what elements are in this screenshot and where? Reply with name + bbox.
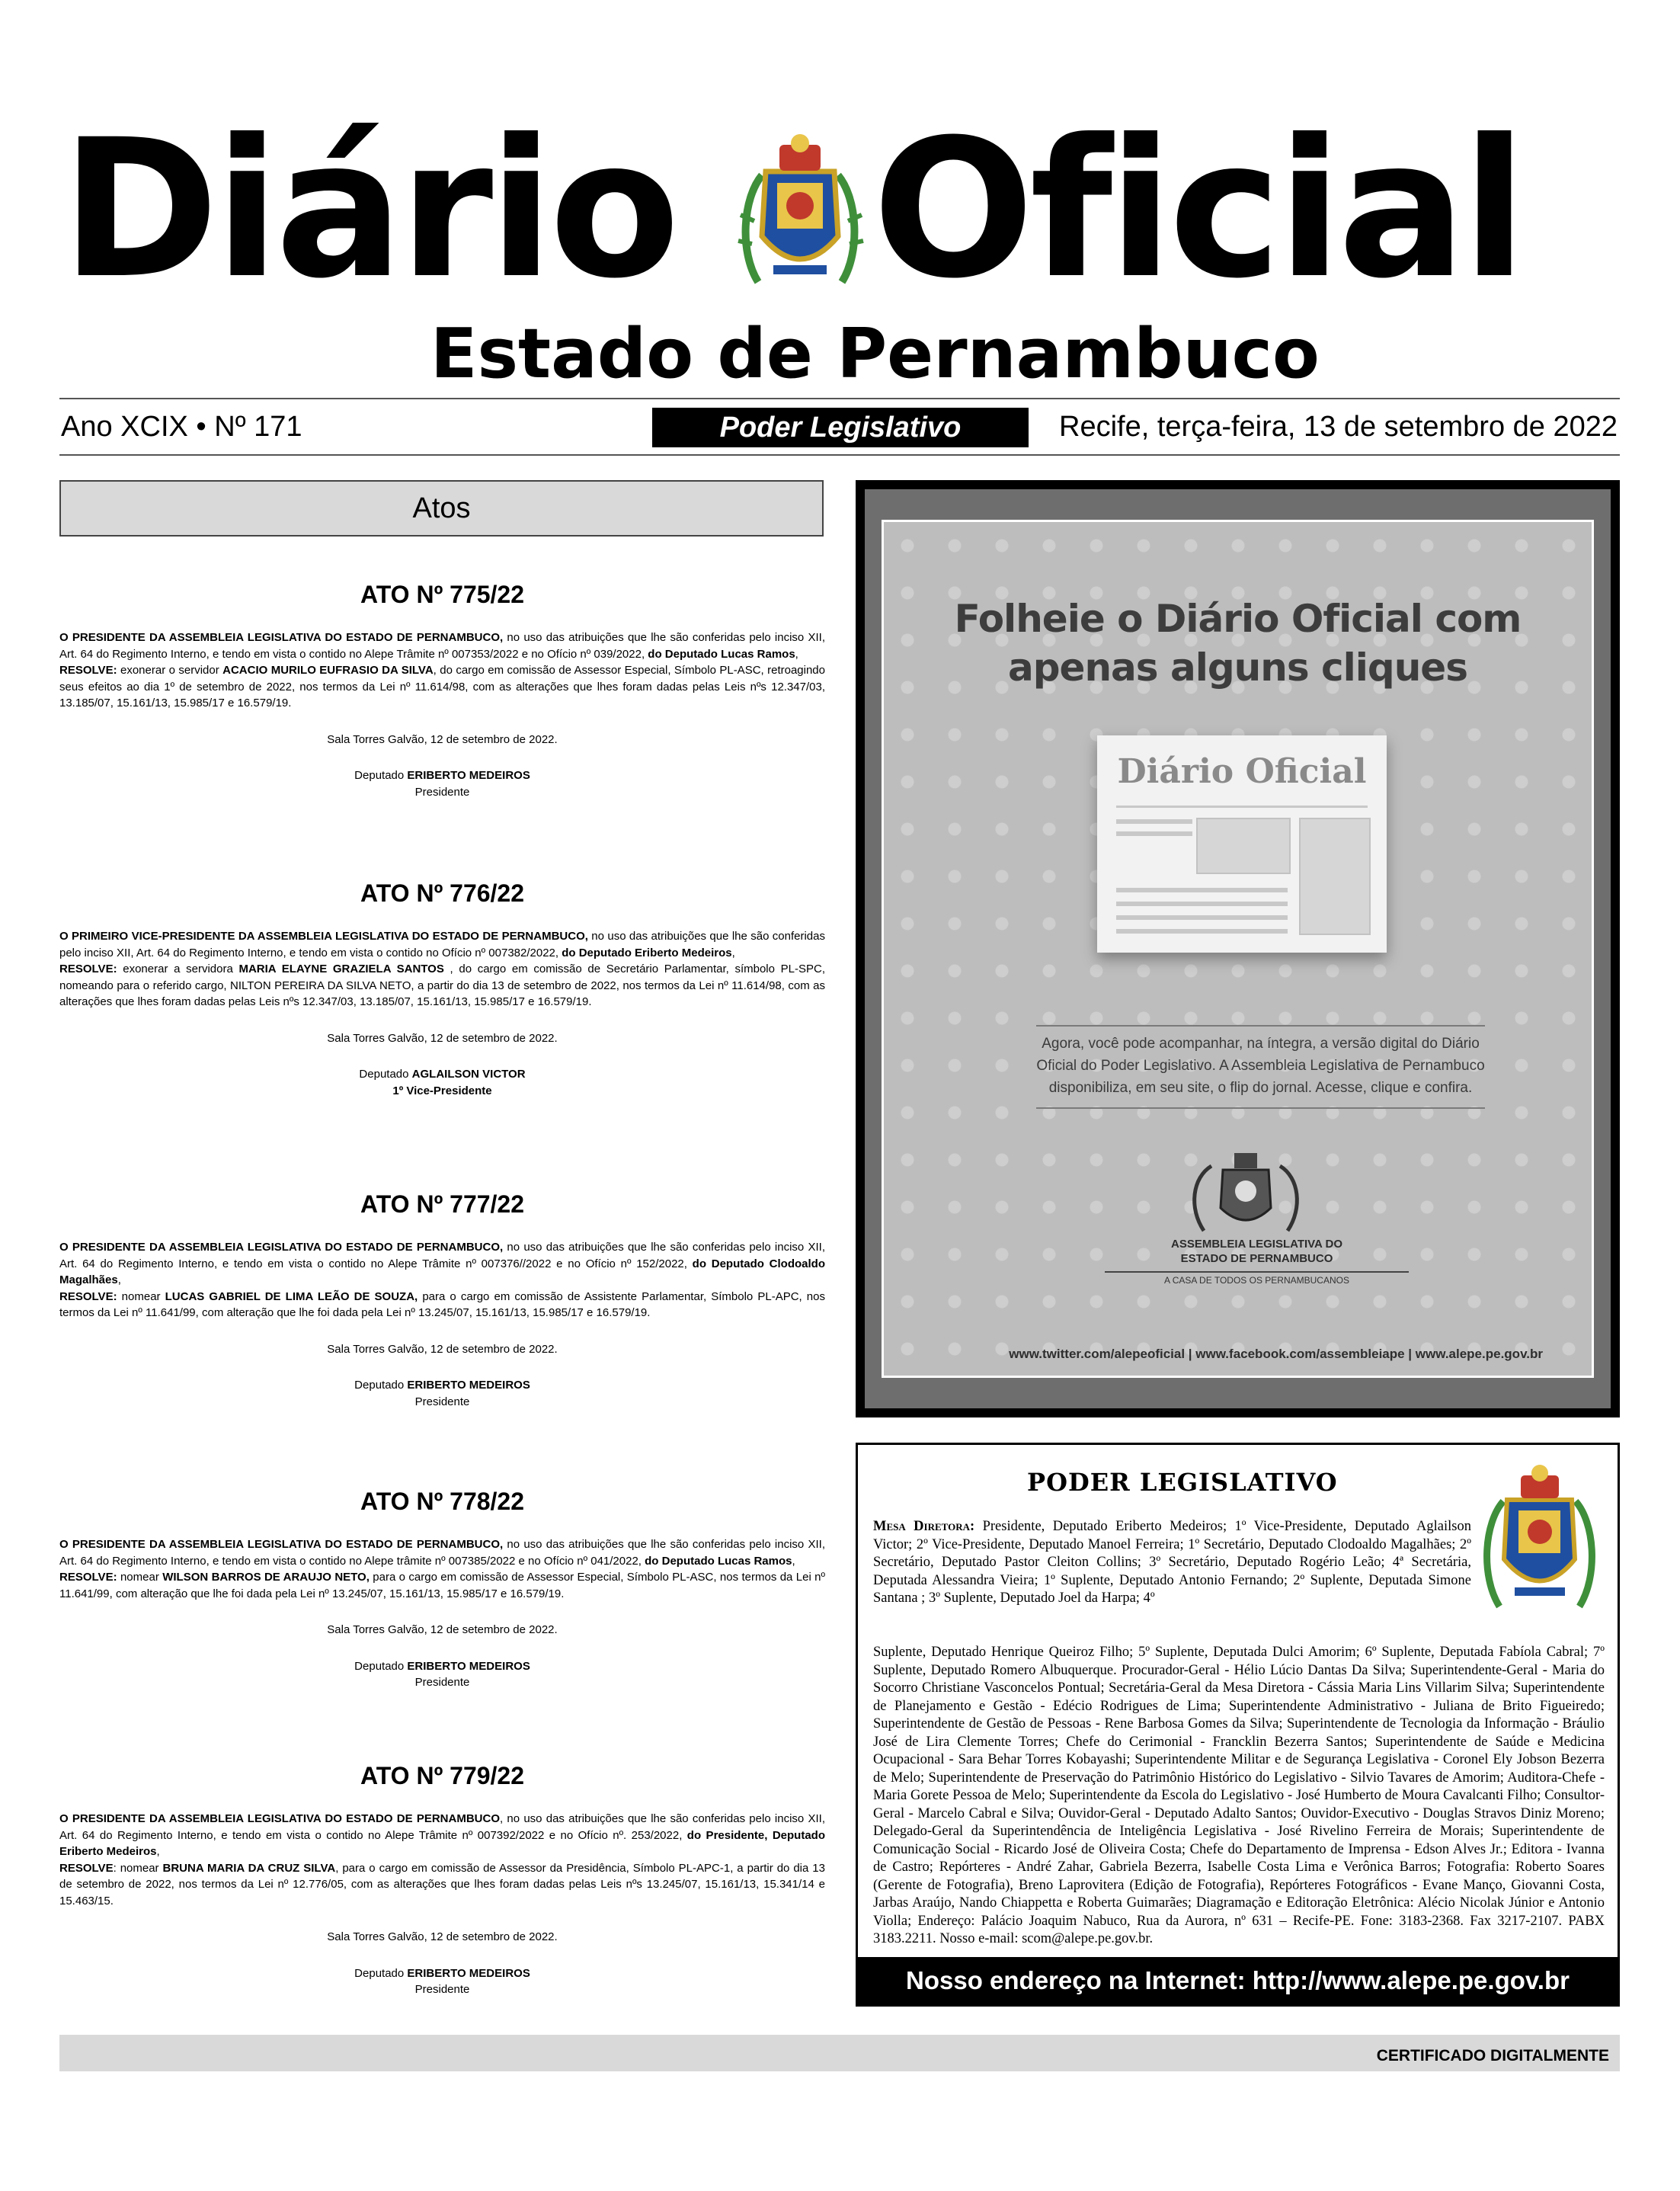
ato-origin: do Deputado Clodoaldo Magalhães bbox=[59, 1257, 825, 1286]
signer-role: Presidente bbox=[414, 1983, 470, 1996]
signer-name: ERIBERTO MEDEIROS bbox=[407, 1966, 530, 1980]
ato-intro: , no uso das atribuições que lhe são conferidas pelo inciso XII, Art. 64 do Regimento Interno, e tendo em vista o contido no Alepe Trâmite nº 007392/2022 e no Ofício nº. 253/2022, bbox=[59, 1812, 825, 1842]
ato-origin: do Deputado Eriberto Medeiros bbox=[558, 946, 732, 959]
mesa-diretora-members: Presidente, Deputado Eriberto Medeiros; 1º Vice-Presidente, Deputado Aglailson Victor; 2º Vice-Presidente, Deputado Manoel Ferreira; 1º Secretário, Deputado Clodoaldo Magalhães; 2º Secretário, Deputado Pastor Cleiton Collins; 3º Secretário, Deputado Rogério Leão; 4ª Secretária, Deputada Alessandra Vieira; 1º Suplente, Deputado Antonio Fernando; 2º Suplente, Deputada Simone Santana ; 3º Suplente, Deputado Joel da Harpa; 4º bbox=[873, 1519, 1472, 1606]
ato-resolve-pre: exonerar o servidor bbox=[117, 664, 223, 677]
ato-resolve-post: , para o cargo em comissão de Assessor da Presidência, Símbolo PL-APC-1, a partir do dia 13 de setembro de 2022, nos termos da Lei nº 12.776/05, com as alterações que lhes foram dadas pelas Leis nºs 13.245/07, 15.161/13, 15.341/14 e 15.463/15. bbox=[59, 1861, 825, 1908]
masthead-rule-bottom bbox=[59, 454, 1620, 456]
ato-origin: do Presidente, Deputado Eriberto Medeiros bbox=[59, 1828, 826, 1858]
signer-role: Presidente bbox=[414, 1676, 470, 1689]
newspaper-photo bbox=[1299, 818, 1371, 935]
ato-resolve-post: para o cargo em comissão de Assessor Especial, Símbolo PL-ASC, nos termos da Lei nº 11.641/99, com alteração que lhe foi dada pela Lei nº 13.245/07, 15.161/13, 15.985/17 e 16.579/19. bbox=[59, 1571, 825, 1600]
newspaper-title: Diário Oficial bbox=[1117, 752, 1367, 791]
signer-prefix: Deputado bbox=[354, 769, 408, 782]
ato-title: ATO Nº 777/22 bbox=[360, 1190, 525, 1218]
signer-prefix: Deputado bbox=[354, 1659, 408, 1673]
ato-signature bbox=[59, 1658, 825, 1691]
pernambuco-coat-of-arms-icon bbox=[735, 130, 865, 293]
ato-intro: no uso das atribuições que lhe são conferidas pelo inciso XII, Art. 64 do Regimento Interno, e tendo em vista o contido no Alepe Trâmite nº 007353/2022 e no Ofício nº 039/2022, bbox=[59, 631, 825, 661]
ato-place-date: Sala Torres Galvão, 12 de setembro de 2022. bbox=[327, 1623, 558, 1636]
newspaper-photo bbox=[1196, 818, 1291, 874]
ato-person: BRUNA MARIA DA CRUZ SILVA bbox=[162, 1861, 336, 1875]
masthead-title-right: Oficial bbox=[872, 98, 1523, 320]
mesa-diretora-text bbox=[873, 1518, 1471, 1608]
ato-text: O PRESIDENTE DA ASSEMBLEIA LEGISLATIVA DO ESTADO DE PERNAMBUCO, no uso das atribuições que lhe são conferidas pelo inciso XII, Art. 64 do Regimento Interno, e tendo em vista o contido no Alepe Trâmite nº 007353/2022 e no Ofício nº 039/2022, do Deputado Lucas Ramos, RESOLVE: exonerar o servidor ACACIO MURILO EUFRASIO DA SILVA, do cargo em comissão de Assessor Especial, Símbolo PL-ASC, retroagindo seus efeitos ao dia 1º de setembro de 2022, nos termos da Lei nº 11.614/98, com as alterações que lhes foram dadas pelas Leis nºs 12.347/03, 13.185/07, 15.161/13, 15.985/17 e 16.579/19. bbox=[59, 631, 825, 710]
issue-date: Recife, terça-feira, 13 de setembro de 2022 bbox=[1059, 411, 1618, 443]
ato-person: LUCAS GABRIEL DE LIMA LEÃO DE SOUZA, bbox=[165, 1289, 418, 1303]
newspaper-line bbox=[1116, 902, 1288, 906]
ato-resolve-label: RESOLVE bbox=[59, 1861, 114, 1875]
ato-779 bbox=[59, 1760, 825, 1998]
ato-place-date: Sala Torres Galvão, 12 de setembro de 2022. bbox=[327, 1930, 558, 1943]
ato-origin: do Deputado Lucas Ramos bbox=[641, 1554, 792, 1568]
newspaper-icon bbox=[1097, 735, 1387, 953]
ato-intro: no uso das atribuições que lhe são conferidas pelo inciso XII, Art. 64 do Regimento Interno, e tendo em vista o contido no Alepe Trâmite nº 007376//2022 e no Ofício nº 152/2022, bbox=[59, 1241, 825, 1270]
ad-frame bbox=[865, 489, 1611, 1408]
ato-text: O PRIMEIRO VICE-PRESIDENTE DA ASSEMBLEIA LEGISLATIVA DO ESTADO DE PERNAMBUCO, no uso das atribuições que lhe são conferidas pelo inciso XII, Art. 64 do Regimento Interno, e tendo em vista o contido no Ofício nº 007382/2022, do Deputado Eriberto Medeiros, RESOLVE: exonerar a servidora MARIA ELAYNE GRAZIELA SANTOS , do cargo em comissão de Secretário Parlamentar, símbolo PL-SPC, nomeando para o referido cargo, NILTON PEREIRA DA SILVA NETO, a partir do dia 13 de setembro de 2022, nos termos da Lei nº 11.614/98, com as alterações que lhes foram dadas pelas Leis nºs 12.347/03, 13.185/07, 15.161/13, 15.985/17 e 16.579/19. bbox=[59, 930, 825, 1008]
ad-panel bbox=[882, 520, 1594, 1378]
digital-certificate-label: CERTIFICADO DIGITALMENTE bbox=[59, 2035, 1620, 2071]
ato-resolve-label: RESOLVE: bbox=[59, 963, 117, 975]
ato-lead: O PRESIDENTE DA ASSEMBLEIA LEGISLATIVA DO ESTADO DE PERNAMBUCO, bbox=[59, 1241, 504, 1254]
signer-prefix: Deputado bbox=[354, 1379, 408, 1392]
edition-number: Ano XCIX • Nº 171 bbox=[61, 411, 302, 443]
newspaper-line bbox=[1116, 888, 1288, 892]
ato-signature bbox=[59, 767, 825, 800]
ato-person: ACACIO MURILO EUFRASIO DA SILVA bbox=[222, 664, 434, 677]
signer-name: ERIBERTO MEDEIROS bbox=[407, 769, 530, 782]
mesa-diretora-label: Mesa Diretora: bbox=[873, 1519, 975, 1534]
ato-lead: O PRESIDENTE DA ASSEMBLEIA LEGISLATIVA DO ESTADO DE PERNAMBUCO, bbox=[59, 631, 504, 644]
signer-name: AGLAILSON VICTOR bbox=[411, 1068, 526, 1081]
ato-lead: O PRESIDENTE DA ASSEMBLEIA LEGISLATIVA DO ESTADO DE PERNAMBUCO bbox=[59, 1812, 501, 1825]
ato-text: O PRESIDENTE DA ASSEMBLEIA LEGISLATIVA DO ESTADO DE PERNAMBUCO, no uso das atribuições que lhe são conferidas pelo inciso XII, Art. 64 do Regimento Interno, e tendo em vista o contido no Alepe trâmite nº 007385/2022 e no Ofício nº 041/2022, do Deputado Lucas Ramos, RESOLVE: nomear WILSON BARROS DE ARAUJO NETO, para o cargo em comissão de Assessor Especial, Símbolo PL-ASC, nos termos da Lei nº 11.641/99, com alteração que lhe foi dada pela Lei nº 13.245/07, 15.161/13, 15.985/17 e 16.579/19. bbox=[59, 1538, 825, 1600]
masthead bbox=[0, 0, 1680, 457]
ato-signature bbox=[59, 1066, 825, 1099]
ato-resolve-label: RESOLVE: bbox=[59, 1571, 117, 1584]
signer-name: ERIBERTO MEDEIROS bbox=[407, 1379, 530, 1392]
poder-legislativo-box bbox=[856, 1443, 1620, 2007]
ato-signature bbox=[59, 1965, 825, 1998]
newspaper-line bbox=[1116, 929, 1288, 934]
ato-person: WILSON BARROS DE ARAUJO NETO, bbox=[162, 1571, 370, 1584]
masthead-subtitle: Estado de Pernambuco bbox=[430, 314, 1320, 394]
ato-resolve-label: RESOLVE: bbox=[59, 664, 117, 677]
ato-person: MARIA ELAYNE GRAZIELA SANTOS bbox=[238, 963, 444, 975]
ato-resolve-pre: nomear bbox=[117, 1571, 163, 1584]
ato-778 bbox=[59, 1486, 825, 1691]
ato-title: ATO Nº 775/22 bbox=[360, 581, 525, 608]
poder-legislativo-title: PODER LEGISLATIVO bbox=[1027, 1468, 1338, 1497]
ato-place-date: Sala Torres Galvão, 12 de setembro de 2022. bbox=[327, 1342, 558, 1356]
alepe-tagline: A CASA DE TODOS OS PERNAMBUCANOS bbox=[1105, 1271, 1409, 1286]
signer-role: 1º Vice-Presidente bbox=[392, 1084, 492, 1097]
branch-label: Poder Legislativo bbox=[652, 408, 1029, 447]
newspaper-rule bbox=[1116, 806, 1368, 808]
ato-title: ATO Nº 779/22 bbox=[360, 1762, 525, 1789]
ato-origin: do Deputado Lucas Ramos bbox=[645, 647, 795, 661]
ato-resolve-pre: : nomear bbox=[113, 1861, 163, 1875]
ato-place-date: Sala Torres Galvão, 12 de setembro de 2022. bbox=[327, 1031, 558, 1045]
signer-name: ERIBERTO MEDEIROS bbox=[407, 1659, 530, 1673]
ato-title: ATO Nº 778/22 bbox=[360, 1488, 525, 1515]
signer-role: Presidente bbox=[414, 1395, 470, 1408]
masthead-title-left: Diário bbox=[61, 98, 676, 320]
ato-resolve-post: para o cargo em comissão de Assistente Parlamentar, Símbolo PL-APC, nos termos da Lei nº 11.641/99, com alteração que lhe foi dada pela Lei nº 13.245/07, 15.161/13, 15.985/17 e 16.579/19. bbox=[59, 1289, 825, 1319]
ad-rule-top bbox=[1036, 1025, 1485, 1027]
staff-directory-text: Suplente, Deputado Henrique Queiroz Filho; 5º Suplente, Deputada Dulci Amorim; 6º Suplente, Deputada Fabíola Cabral; 7º Suplente, Deputado Romero Albuquerque. Procurador-Geral - Hélio Lúcio Dantas Da Silva; Superintendente-Geral - Maria do Socorro Christiane Vasconcelos Pontual; Secretária-Geral da Mesa Diretora - Cássia Maria Lins Villarim Silva; Superintendente de Planejamento e Gestão - Edécio Rodrigues de Lima; Superintendente Administrativo - Juliana de Brito Figueiredo; Superintendente de Gestão de Pessoas - Rene Barbosa Gomes da Silva; Superintendente de Tecnologia da Informação - Bráulio José de Lira Clemente Torres; Chefe do Cerimonial - Francklin Bezerra Santos; Superintendente de Saúde e Medicina Ocupacional - Sara Behar Torres Kobayashi; Superintendente Militar e de Segurança Legislativa - Coronel Ely Jobson Bezerra de Melo; Superintendente de Preservação do Patrimônio Histórico do Legislativo - Silvio Tavares de Amorim; Auditora-Chefe - Maria Gorete Pessoa de Melo; Superintendente da Escola do Legislativo - José Humberto de Moura Cavalcanti Filho; Consultor-Geral - Marcelo Cabral e Silva; Ouvidor-Geral - Deputado Adalto Santos; Ouvidor-Executivo - Douglas Stravos Diniz Moreno; Delegado-Geral da Superintendência de Inteligência Legislativa - José Rivelino Ferreira de Morais; Superintendente de Comunicação Social - Ricardo José de Oliveira Costa; Chefe do Departamento de Imprensa - Edson Alves Jr.; Editora - Ivanna de Castro; Repórteres - André Zahar, Gabriela Bezerra, Isabelle Costa Lima e Verônica Barros; Fotografia: Roberto Soares (Gerente de Fotografia), Breno Laprovitera (Edição de Fotografia), Repórteres Fotográficos - Evane Manço, Giovanni Costa, Jarbas Araújo, Nando Chiappetta e Roberta Guimarães; Diagramação e Editoração Eletrônica: Alécio Nicolak Júnior e Antonio Violla; Endereço: Palácio Joaquim Nabuco, Rua da Aurora, nº 631 – Recife-PE. Fone: 3183-2368. Fax 3217-2107. PABX 3183.2211. Nosso e-mail: scom@alepe.pe.gov.br. bbox=[873, 1645, 1605, 1946]
alepe-name bbox=[1105, 1237, 1409, 1266]
ato-text: O PRESIDENTE DA ASSEMBLEIA LEGISLATIVA DO ESTADO DE PERNAMBUCO, no uso das atribuições que lhe são conferidas pelo inciso XII, Art. 64 do Regimento Interno, e tendo em vista o contido no Alepe Trâmite nº 007376//2022 e no Ofício nº 152/2022, do Deputado Clodoaldo Magalhães, RESOLVE: nomear LUCAS GABRIEL DE LIMA LEÃO DE SOUZA, para o cargo em comissão de Assistente Parlamentar, Símbolo PL-APC, nos termos da Lei nº 11.641/99, com alteração que lhe foi dada pela Lei nº 13.245/07, 15.161/13, 15.985/17 e 16.579/19. bbox=[59, 1241, 825, 1319]
signer-role: Presidente bbox=[414, 785, 470, 799]
ato-resolve-post: , do cargo em comissão de Assessor Especial, Símbolo PL-ASC, retroagindo seus efeitos ao dia 1º de setembro de 2022, nos termos da Lei nº 11.614/98, com as alterações que lhes foram dadas pelas Leis nºs 12.347/03, 13.185/07, 15.161/13, 15.985/17 e 16.579/19. bbox=[59, 664, 825, 710]
digital-edition-ad bbox=[856, 480, 1620, 1417]
ato-lead: O PRIMEIRO VICE-PRESIDENTE DA ASSEMBLEIA LEGISLATIVA DO ESTADO DE PERNAMBUCO, bbox=[59, 930, 588, 943]
ato-resolve-pre: nomear bbox=[117, 1289, 165, 1303]
masthead-rule-top bbox=[59, 398, 1620, 399]
ato-resolve-label: RESOLVE: bbox=[59, 1289, 117, 1303]
ad-headline bbox=[884, 594, 1592, 692]
ato-signature bbox=[59, 1377, 825, 1410]
ato-place-date: Sala Torres Galvão, 12 de setembro de 2022. bbox=[327, 732, 558, 746]
ato-lead: O PRESIDENTE DA ASSEMBLEIA LEGISLATIVA DO ESTADO DE PERNAMBUCO, bbox=[59, 1538, 504, 1551]
newspaper-line bbox=[1116, 819, 1192, 824]
ato-text: O PRESIDENTE DA ASSEMBLEIA LEGISLATIVA DO ESTADO DE PERNAMBUCO, no uso das atribuições que lhe são conferidas pelo inciso XII, Art. 64 do Regimento Interno, e tendo em vista o contido no Alepe Trâmite nº 007392/2022 e no Ofício nº. 253/2022, do Presidente, Deputado Eriberto Medeiros, RESOLVE: nomear BRUNA MARIA DA CRUZ SILVA, para o cargo em comissão de Assessor da Presidência, Símbolo PL-APC-1, a partir do dia 13 de setembro de 2022, nos termos da Lei nº 12.776/05, com as alterações que lhes foram dadas pelas Leis nºs 13.245/07, 15.161/13, 15.341/14 e 15.463/15. bbox=[59, 1812, 826, 1908]
ad-body: Agora, você pode acompanhar, na íntegra, a versão digital do Diário Oficial do Poder Legislativo. A Assembleia Legislativa de Pernambuco disponibiliza, em seu site, o flip do jornal. Acesse, clique e confira. bbox=[1036, 1036, 1485, 1096]
section-header-atos: Atos bbox=[59, 480, 824, 537]
ad-headline-line-1: Folheie o Diário Oficial com bbox=[954, 597, 1522, 641]
ato-title: ATO Nº 776/22 bbox=[360, 879, 525, 907]
alepe-name-line-1: ASSEMBLEIA LEGISLATIVA DO bbox=[1170, 1238, 1342, 1251]
newspaper-line bbox=[1116, 831, 1192, 836]
ato-775 bbox=[59, 579, 825, 800]
ato-intro: no uso das atribuições que lhe são conferidas pelo inciso XII, Art. 64 do Regimento Interno, e tendo em vista o contido no Ofício nº 007382/2022, bbox=[59, 930, 825, 959]
pernambuco-coat-of-arms-icon bbox=[1480, 1462, 1598, 1614]
ato-777 bbox=[59, 1189, 825, 1410]
alepe-name-line-2: ESTADO DE PERNAMBUCO bbox=[1180, 1252, 1333, 1265]
ato-resolve-pre: exonerar a servidora bbox=[117, 963, 239, 975]
ad-headline-line-2: apenas alguns cliques bbox=[1008, 645, 1467, 690]
ad-rule-bottom bbox=[1036, 1107, 1485, 1109]
ato-776 bbox=[59, 878, 825, 1099]
signer-prefix: Deputado bbox=[354, 1966, 408, 1980]
ato-intro: no uso das atribuições que lhe são conferidas pelo inciso XII, Art. 64 do Regimento Interno, e tendo em vista o contido no Alepe trâmite nº 007385/2022 e no Ofício nº 041/2022, bbox=[59, 1538, 825, 1568]
signer-prefix: Deputado bbox=[359, 1068, 412, 1081]
internet-address-banner[interactable]: Nosso endereço na Internet: http://www.alepe.pe.gov.br bbox=[858, 1957, 1618, 2004]
ato-resolve-post: , do cargo em comissão de Secretário Parlamentar, símbolo PL-SPC, nomeando para o referido cargo, NILTON PEREIRA DA SILVA NETO, a partir do dia 13 de setembro de 2022, nos termos da Lei nº 11.614/98, com as alterações que lhes foram dadas pelas Leis nºs 12.347/03, 13.185/07, 15.161/13, 15.985/17 e 16.579/19. bbox=[59, 963, 825, 1008]
ad-social-links[interactable]: www.twitter.com/alepeoficial | www.facebook.com/assembleiape | www.alepe.pe.gov.br bbox=[1009, 1347, 1543, 1361]
newspaper-line bbox=[1116, 915, 1288, 920]
alepe-seal-icon bbox=[1181, 1147, 1310, 1235]
